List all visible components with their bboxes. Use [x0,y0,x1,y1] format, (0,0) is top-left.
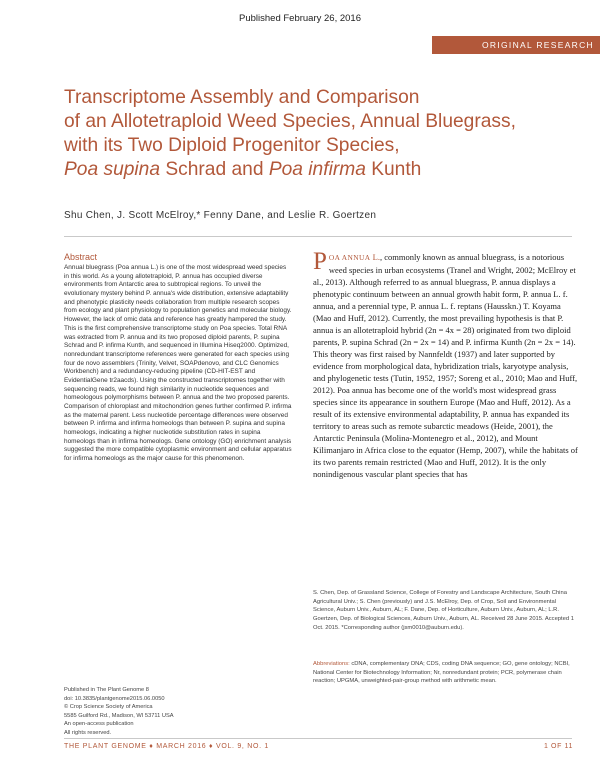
pubinfo-copyright: © Crop Science Society of America [64,704,153,710]
intro-leadin [313,248,380,275]
title-line-1: Transcriptome Assembly and Comparison [64,87,420,108]
pubinfo-journal: Published in The Plant Genome 8 [64,687,149,693]
title-species-infirma: Poa infirma [268,159,366,180]
title-author-schrad: Schrad and [160,159,269,180]
drop-cap: P [313,248,327,275]
article-title [64,86,584,182]
section-label: ORIGINAL RESEARCH [482,40,594,50]
abbreviations-text: cDNA, complementary DNA; CDS, coding DNA sequence; GO, gene ontology; NCBI, National Center for Biotechnology Information; Nr, nonredundant protein; PCR, polymerase chain reaction; UPGMA, unweighted-pair-group method with arithmetic mean. [313,661,570,685]
pubinfo-address: 5585 Guilford Rd., Madison, WI 53711 USA [64,712,174,719]
footer-divider [64,738,572,739]
author-list: Shu Chen, J. Scott McElroy,* Fenny Dane, and Leslie R. Goertzen [64,210,377,221]
journal-footer: THE PLANT GENOME ♦ MARCH 2016 ♦ VOL. 9, NO. 1 [64,743,270,750]
abbreviations-label: Abbreviations: [313,661,350,667]
intro-body: , commonly known as annual bluegrass, is a notorious weed species in urban ecosystems (Tranel and Wright, 2002; McElroy et al., 2013). Although referred to as annual bluegrass, P. annua displays a phenotypic continuum between an annual growth habit form, P. annua L. f. annua, and a perennial type, P. annua L. f. reptans (Hausskn.) T. Koyama (Mao and Huff, 2012). Currently, the most prevailing hypothesis is that P. annua is an allotetraploid hybrid (2n = 4x = 28) originated from two diploid parents, P. supina Schrad (2n = 2x = 14) and P. infirma Kunth (2n = 2x = 14). This theory was first raised by Nannfeldt (1937) and later supported by evidence from morphological data, hybridization trials, karyotype analysis, and phylogenetic tests (Tutin, 1952, 1957; Soreng et al., 2010; Mao and Huff, 2012). Poa annua has become one of the world's most widespread grass species since its appearance in southern Europe (Mao and Huff, 2012). As a result of its extensive environmental adaptability, P. annua has expanded its territory to areas such as remote subarctic meadows (Heide, 2001), the Antarctic Peninsula (Molina-Montenegro et al., 2012), and Mount Kilimanjaro in Africa close to the equator (Hemp, 2007), while the habitats of its two parents remain restricted (Mao and Huff, 2012). It is the only nonindigenous vascular plant species that has [313,252,578,479]
title-author-kunth: Kunth [365,159,422,180]
header-divider [64,236,572,237]
abstract-heading: Abstract [64,252,98,262]
title-line-4 [64,158,584,182]
abbreviations [313,660,575,686]
pubinfo-doi: doi: 10.3835/plantgenome2015.06.0050 [64,695,165,702]
abstract-body: Annual bluegrass (Poa annua L.) is one of the most widespread weed species in this world. As a young allotetraploid, P. annua has occupied diverse environments from Antarctic area to subtropical regions. To unveil the evolutionary mystery behind P. annua's wide distribution, extensive adaptability and phenotypic plasticity needs collaboration from multiple research scopes from ecology and plant physiology to population genetics and molecular biology. However, the lack of omic data and reference has greatly hampered the study. This is the first comprehensive transcriptome study on Poa species. Total RNA was extracted from P. annua and its two proposed diploid parents, P. supina Schrad and P. infirma Kunth, and sequenced in Illumina Hiseq2000. Optimized, nonredundant transcriptome references were generated for each species using four de novo assemblers (Trinity, Velvet, SOAPdenovo, and CLC Genomics Workbench) and a redundancy-reducing pipeline (CD-HIT-EST and EvidentialGene tr2aacds). Using the constructed transcriptomes together with sequencing reads, we found high similarity in nucleotide sequences and homeologous polymorphisms between P. annua and the two proposed parents. Comparison of chloroplast and mitochondrion genes further confirmed P. infirma as the maternal parent. Less nucleotide percentage differences were observed between P. infirma and infirma homeologs than between P. supina and supina homeologs, indicating a higher nucleotide substitution rates in supina homeologs than in infirma homeologs. Gene ontology (GO) enrichment analysis suggested the more compatible cytoplasmic environment and cellular apparatus for infirma homeologs as the major cause for this phenomenon. [64,264,292,463]
title-line-2: of an Allotetraploid Weed Species, Annual Bluegrass, [64,111,516,132]
published-date: Published February 26, 2016 [239,13,361,24]
publication-info [64,686,292,737]
author-affiliations: S. Chen, Dep. of Grassland Science, College of Forestry and Landscape Architecture, South China Agricultural Univ.; S. Chen (previously) and J.S. McElroy, Dep. of Crop, Soil and Environmental Science, Auburn Univ., Auburn, AL; F. Dane, Dep. of Horticulture, Auburn Univ., Auburn, AL; L.R. Goertzen, Dep. of Biological Sciences, Auburn Univ., Auburn, AL. Received 28 June 2015. Accepted 1 Oct. 2015. *Corresponding author (jsm0010@auburn.edu). [313,590,574,631]
pubinfo-access: An open-access publication [64,721,134,727]
introduction-text [313,248,578,480]
pubinfo-rights: All rights reserved. [64,729,112,736]
leadin-smallcaps: OA ANNUA [328,253,371,262]
page-number: 1 OF 11 [544,743,573,750]
leadin-suffix: L. [370,252,380,262]
title-line-3: with its Two Diploid Progenitor Species, [64,135,400,156]
title-species-supina: Poa supina [64,159,161,180]
